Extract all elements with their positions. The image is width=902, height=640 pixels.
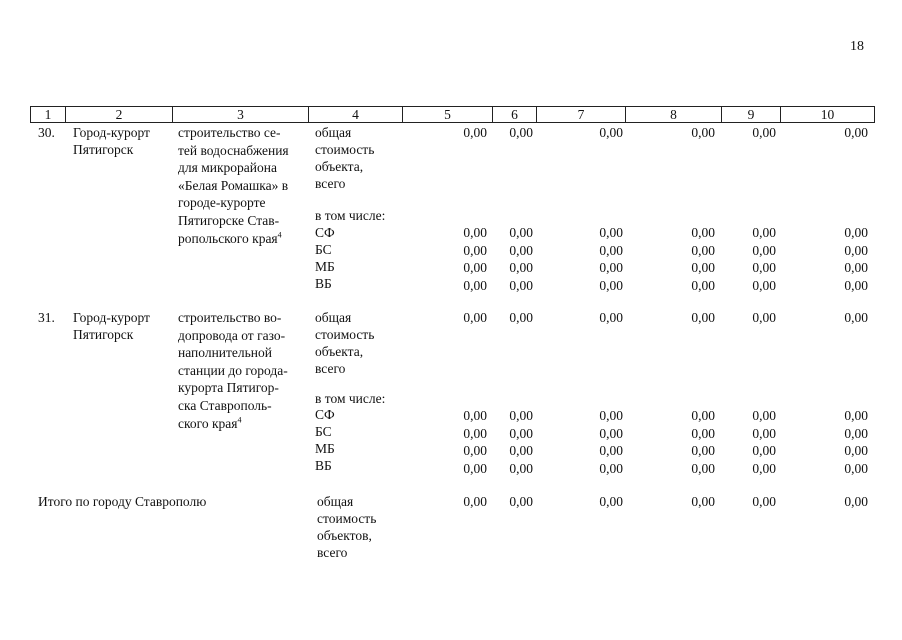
funding-sources: СФ БС МБ ВБ [315,225,335,291]
value-cell: 0,00 [463,125,487,140]
value-cell: 0,00 [463,443,487,458]
value-cell: 0,00 [599,242,623,258]
footnote-marker: 4 [277,230,282,240]
value-cell: 0,00 [509,242,533,258]
city-name: Город-курорт Пятигорск [73,125,150,157]
row-number: 30. [38,125,55,140]
value-cell: 0,00 [599,425,623,441]
value-cell: 0,00 [691,260,715,275]
value-cell: 0,00 [509,125,533,140]
header-cell-10: 10 [780,106,875,123]
total-cost-label: общая стоимость объектов, всего [317,494,377,560]
row-number: 31. [38,310,55,325]
value-cell: 0,00 [844,408,868,423]
value-cell: 0,00 [509,277,533,293]
value-cell: 0,00 [509,310,533,325]
value-cell: 0,00 [691,125,715,140]
header-cell-4: 4 [308,106,403,123]
value-cell: 0,00 [509,443,533,458]
value-cell: 0,00 [691,443,715,458]
value-cell: 0,00 [599,277,623,293]
value-cell: 0,00 [463,242,487,258]
value-cell: 0,00 [752,494,776,509]
header-cell-7: 7 [536,106,626,123]
value-cell: 0,00 [844,242,868,258]
page-number: 18 [850,39,864,54]
header-cell-6: 6 [492,106,537,123]
including-label: в том числе: [315,208,386,223]
value-cell: 0,00 [463,225,487,240]
value-cell: 0,00 [691,225,715,240]
value-cell: 0,00 [599,260,623,275]
total-label: Итого по городу Ставрополю [38,494,207,509]
value-cell: 0,00 [691,494,715,509]
value-cell: 0,00 [463,425,487,441]
value-cell: 0,00 [599,408,623,423]
value-cell: 0,00 [509,225,533,240]
value-cell: 0,00 [844,494,868,509]
value-cell: 0,00 [844,460,868,476]
value-cell: 0,00 [509,460,533,476]
value-cell: 0,00 [752,260,776,275]
value-cell: 0,00 [509,425,533,441]
header-cell-8: 8 [625,106,722,123]
total-cost-label: общая стоимость объекта, всего [315,310,375,376]
header-cell-2: 2 [65,106,173,123]
value-cell: 0,00 [691,310,715,325]
header-cell-1: 1 [30,106,66,123]
value-cell: 0,00 [844,225,868,240]
value-cell: 0,00 [463,277,487,293]
value-cell: 0,00 [844,443,868,458]
value-cell: 0,00 [509,494,533,509]
value-cell: 0,00 [509,408,533,423]
value-cell: 0,00 [752,277,776,293]
value-cell: 0,00 [752,460,776,476]
value-cell: 0,00 [691,425,715,441]
value-cell: 0,00 [752,242,776,258]
value-cell: 0,00 [844,277,868,293]
value-cell: 0,00 [691,460,715,476]
footnote-marker: 4 [237,415,242,425]
value-cell: 0,00 [691,242,715,258]
value-cell: 0,00 [752,408,776,423]
value-cell: 0,00 [599,494,623,509]
city-name: Город-курорт Пятигорск [73,310,150,342]
header-cell-5: 5 [402,106,493,123]
funding-sources: СФ БС МБ ВБ [315,407,335,473]
object-description: строительство во- допровода от газо- наполнительной станции до города- курорта Пятигор- ска Ставрополь- ского края$^4$ [178,310,288,431]
value-cell: 0,00 [844,260,868,275]
header-cell-3: 3 [172,106,309,123]
value-cell: 0,00 [844,125,868,140]
value-cell: 0,00 [752,425,776,441]
value-cell: 0,00 [691,408,715,423]
value-cell: 0,00 [752,125,776,140]
total-cost-label: общая стоимость объекта, всего [315,125,375,191]
value-cell: 0,00 [599,225,623,240]
value-cell: 0,00 [463,310,487,325]
including-label: в том числе: [315,391,386,406]
value-cell: 0,00 [463,260,487,275]
object-description: строительство се- тей водоснабжения для микрорайона «Белая Ромашка» в городе-курорте Пятигорске Став- ропольского края$^4$ [178,125,289,246]
value-cell: 0,00 [599,125,623,140]
value-cell: 0,00 [844,425,868,441]
value-cell: 0,00 [463,494,487,509]
value-cell: 0,00 [752,310,776,325]
value-cell: 0,00 [463,408,487,423]
value-cell: 0,00 [599,310,623,325]
value-cell: 0,00 [599,460,623,476]
value-cell: 0,00 [463,460,487,476]
header-cell-9: 9 [721,106,781,123]
value-cell: 0,00 [599,443,623,458]
value-cell: 0,00 [691,277,715,293]
value-cell: 0,00 [752,443,776,458]
value-cell: 0,00 [509,260,533,275]
value-cell: 0,00 [752,225,776,240]
value-cell: 0,00 [844,310,868,325]
